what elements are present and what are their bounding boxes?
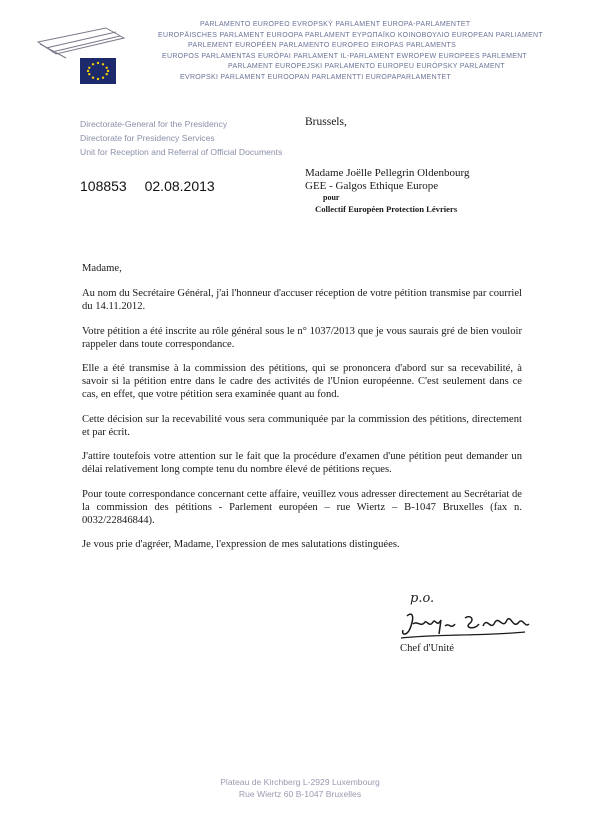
letter-body: [82, 262, 522, 563]
sender-directorate: Directorate for Presidency Services: [80, 133, 215, 143]
city: Brussels,: [305, 116, 347, 128]
parliament-names-line: PARLAMENT EUROPEJSKI PARLAMENTO EUROPEU EURÓPSKY PARLAMENT: [228, 63, 505, 70]
letter-date: 02.08.2013: [144, 178, 215, 194]
reference-number: 108853: [80, 178, 127, 194]
handwritten-signature: [395, 606, 535, 646]
addressee-name: Madame Joëlle Pellegrin Oldenbourg: [305, 167, 470, 179]
footer-line-luxembourg: Plateau de Kirchberg L-2929 Luxembourg: [220, 777, 380, 787]
paragraph: J'attire toutefois votre attention sur le fait que la procédure d'examen d'une pétition peut demander un délai relativement long compte tenu du nombre élevé de pétitions reçues.: [82, 451, 522, 475]
addressee-collectif: Collectif Européen Protection Lévriers: [315, 204, 458, 214]
sender-dg: Directorate-General for the Presidency: [80, 119, 228, 129]
footer-address: [0, 776, 600, 800]
paragraph: Au nom du Secrétaire Général, j'ai l'honneur d'accuser réception de votre pétition transmise par courriel du 14.11.2012.: [82, 288, 522, 312]
per-order-mark: p.o.: [410, 591, 435, 606]
paragraph: Elle a été transmise à la commission des pétitions, qui se prononcera d'abord sur sa recevabilité, à savoir si la pétition entre dans le cadre des activités de l'Union européenne. C'est seulement dans ce cas, en effet, que votre pétition sera examinée quant au fond.: [82, 363, 522, 400]
parliament-names-line: PARLAMENTO EUROPEO EVROPSKÝ PARLAMENT EUROPA-PARLAMENTET: [200, 21, 471, 28]
addressee-pour: pour: [323, 193, 340, 202]
paragraph: Votre pétition a été inscrite au rôle général sous le n° 1037/2013 que je vous saurais gré de bien vouloir rappeler dans toute correspondance.: [82, 325, 522, 350]
closing: Je vous prie d'agréer, Madame, l'expression de mes salutations distinguées.: [82, 539, 400, 550]
sender-unit: Unit for Reception and Referral of Official Documents: [80, 147, 283, 157]
parliament-names-block: [150, 20, 570, 83]
addressee-org: GEE - Galgos Ethique Europe: [305, 180, 439, 192]
european-parliament-logo: [36, 18, 136, 88]
parliament-names-line: PARLEMENT EUROPÉEN PARLAMENTO EUROPEO EIROPAS PARLAMENTS: [188, 42, 457, 49]
parliament-names-line: EVROPSKI PARLAMENT EUROOPAN PARLAMENTTI EUROPAPARLAMENTET: [180, 73, 452, 81]
salutation: Madame,: [82, 263, 122, 274]
parliament-names-line: EUROPÄISCHES PARLAMENT EUROOPA PARLAMENT ΕΥΡΩΠΑΪΚΟ ΚΟΙΝΟΒΟΥΛΙΟ EUROPEAN PARLIAMENT: [158, 31, 543, 39]
paragraph: Cette décision sur la recevabilité vous sera communiquée par la commission des pétitions, directement et par écrit.: [82, 413, 522, 438]
paragraph: Pour toute correspondance concernant cette affaire, veuillez vous adresser directement au Secrétariat de la commission des pétitions - Parlement européen – rue Wiertz – B-1047 Bruxelles (fax n. 0032/22846844).: [82, 488, 522, 526]
addressee-block: [305, 167, 469, 215]
signatory-title: Chef d'Unité: [400, 643, 454, 654]
reference-line: [80, 178, 229, 194]
sender-block: [80, 117, 282, 159]
parliament-names-line: EUROPOS PARLAMENTAS EURÓPAI PARLAMENT IL-PARLAMENT EWROPEW EUROPEES PARLEMENT: [162, 52, 528, 60]
footer-line-brussels: Rue Wiertz 60 B-1047 Bruxelles: [238, 789, 362, 799]
